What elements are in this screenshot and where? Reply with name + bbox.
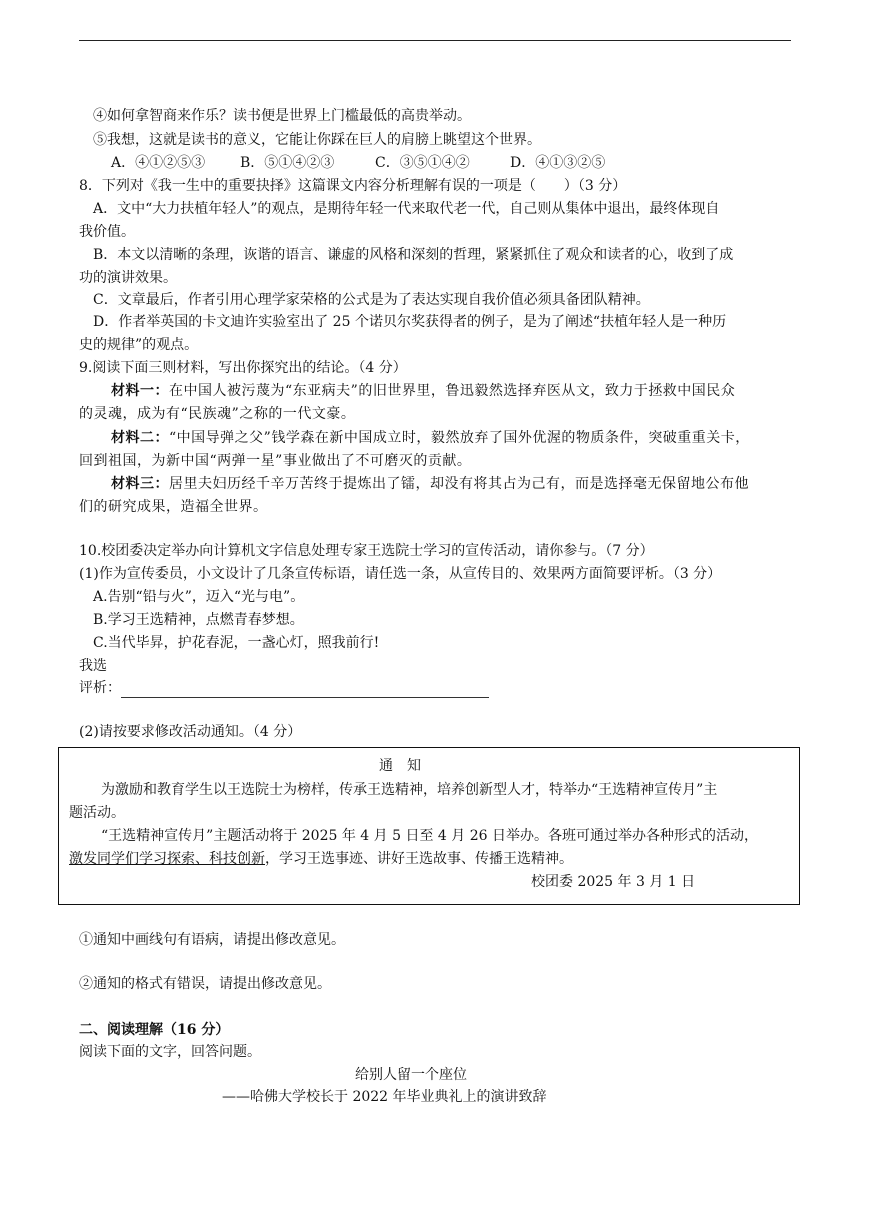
notice-signature: 校团委 2025 年 3 月 1 日 <box>531 874 696 890</box>
analysis-answer-line[interactable] <box>121 683 489 698</box>
q8-option-a-line2: 我价值。 <box>79 224 135 240</box>
choice-d: D．④①③②⑤ <box>510 155 606 171</box>
material-1-text: 在中国人被污蔑为“东亚病夫”的旧世界里，鲁迅毅然选择弃医从文，致力于拯救中国民众 <box>169 383 736 399</box>
q9-stem: 9.阅读下面三则材料，写出你探究出的结论。（4 分） <box>79 360 407 376</box>
material-2-line1 <box>111 428 750 448</box>
q10-sub1: (1)作为宣传委员，小文设计了几条宣传标语，请任选一条，从宣传目的、效果两方面简要评析。（3 分） <box>79 566 722 582</box>
material-2-label: 材料二： <box>111 430 169 446</box>
option-item-5: ⑤我想，这就是读书的意义，它能让你踩在巨人的肩膀上眺望这个世界。 <box>93 132 541 148</box>
requirement-2: ②通知的格式有错误，请提出修改意见。 <box>79 976 331 992</box>
material-3-text: 居里夫妇历经千辛万苦终于提炼出了镭，却没有将其占为己有，而是选择毫无保留地公布他 <box>169 476 749 492</box>
q8-option-a-line1: A．文中“大力扶植年轻人”的观点，是期待年轻一代来取代老一代，自己则从集体中退出，最终体现自 <box>93 201 720 217</box>
article-subtitle: ——哈佛大学校长于 2022 年毕业典礼上的演讲致辞 <box>222 1089 547 1105</box>
material-1-label: 材料一： <box>111 383 169 399</box>
slogan-b: B.学习王选精神，点燃青春梦想。 <box>93 612 304 628</box>
slogan-c: C.当代毕昇，护花春泥，一盏心灯，照我前行! <box>93 635 380 651</box>
notice-p2-rest: ，学习王选事迹、讲好王选故事、传播王选精神。 <box>265 851 573 867</box>
choice-a: A．④①②⑤③ <box>111 155 206 171</box>
notice-p1-line2: 题活动。 <box>69 805 125 821</box>
slogan-a: A.告别“铅与火”，迈入“光与电”。 <box>93 589 305 605</box>
q8-option-b-line2: 功的演讲效果。 <box>79 270 177 286</box>
choice-c: C．③⑤①④② <box>375 155 470 171</box>
q8-stem: 8．下列对《我一生中的重要抉择》这篇课文内容分析理解有误的一项是（ ）（3 分） <box>79 178 627 194</box>
material-3-line2: 们的研究成果，造福全世界。 <box>79 499 268 515</box>
notice-p2-line2 <box>69 849 573 869</box>
section-2-heading: 二、阅读理解（16 分） <box>79 1022 230 1038</box>
material-1-line2: 的灵魂，成为有“民族魂”之称的一代文豪。 <box>79 406 356 422</box>
notice-title: 通 知 <box>379 758 421 774</box>
choice-b: B．⑤①④②③ <box>240 155 335 171</box>
material-2-line2: 回到祖国，为新中国“两弹一星”事业做出了不可磨灭的贡献。 <box>79 453 472 469</box>
choose-label: 我选 <box>79 658 107 674</box>
notice-p1-line1: 为激励和教育学生以王选院士为榜样，传承王选精神，培养创新型人才，特举办“王选精神宣传月”主 <box>101 782 718 798</box>
material-2-text: “中国导弹之父”钱学森在新中国成立时，毅然放弃了国外优渥的物质条件，突破重重关卡， <box>169 430 750 446</box>
q8-option-c: C．文章最后，作者引用心理学家荣格的公式是为了表达实现自我价值必须具备团队精神。 <box>93 292 650 308</box>
material-1-line1 <box>111 381 735 401</box>
q8-option-d-line2: 史的规律”的观点。 <box>79 337 199 353</box>
notice-underlined-sentence: 激发同学们学习探索、科技创新 <box>69 851 265 867</box>
section-2-intro: 阅读下面的文字，回答问题。 <box>79 1044 261 1060</box>
q8-option-d-line1: D．作者举英国的卡文迪许实验室出了 25 个诺贝尔奖获得者的例子，是为了阐述“扶植年轻人是一种历 <box>93 314 727 330</box>
option-item-4: ④如何拿智商来作乐？读书便是世界上门槛最低的高贵举动。 <box>93 108 471 124</box>
material-3-line1 <box>111 474 749 494</box>
analysis-label: 评析： <box>79 680 121 696</box>
analysis-row <box>79 678 489 698</box>
article-title: 给别人留一个座位 <box>355 1067 467 1083</box>
notice-p2-line1: “王选精神宣传月”主题活动将于 2025 年 4 月 5 日至 4 月 26 日举办。各班可通过举办各种形式的活动， <box>101 828 758 844</box>
q10-stem: 10.校团委决定举办向计算机文字信息处理专家王选院士学习的宣传活动，请你参与。（7 分） <box>79 543 654 559</box>
material-3-label: 材料三： <box>111 476 169 492</box>
q8-option-b-line1: B．本文以清晰的条理，诙谐的语言、谦虚的风格和深刻的哲理，紧紧抓住了观众和读者的心，收到了成 <box>93 247 734 263</box>
q10-sub2: (2)请按要求修改活动通知。（4 分） <box>79 724 302 740</box>
requirement-1: ①通知中画线句有语病，请提出修改意见。 <box>79 932 345 948</box>
header-rule <box>79 40 791 41</box>
